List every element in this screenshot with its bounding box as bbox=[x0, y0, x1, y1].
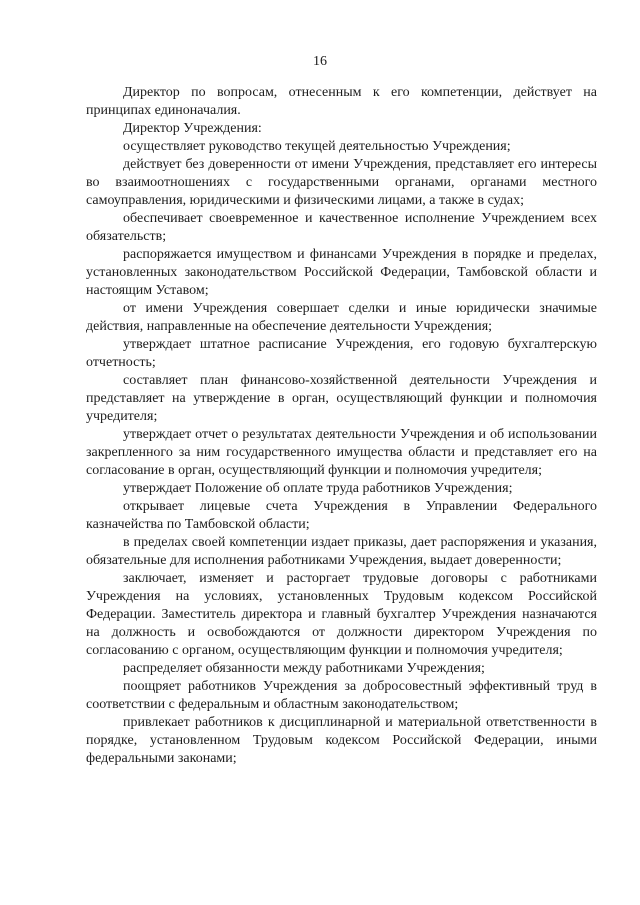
paragraph-activity-report: утверждает отчет о результатах деятельности Учреждения и об использовании закрепленного за ним государственного имущества области и представляет его на согласование в орган, осуществляющий функции и полномочия учредителя; bbox=[86, 427, 597, 478]
paragraph-director-authority: Директор по вопросам, отнесенным к его компетенции, действует на принципах единоначалия. bbox=[86, 85, 597, 118]
paragraph-current-management: осуществляет руководство текущей деятельностью Учреждения; bbox=[123, 139, 511, 154]
paragraph-liability: привлекает работников к дисциплинарной и материальной ответственности в порядке, установленном Трудовым кодексом Российской Федерации, иными федеральными законами; bbox=[86, 715, 597, 766]
paragraph-staff-schedule: утверждает штатное расписание Учреждения, его годовую бухгалтерскую отчетность; bbox=[86, 337, 597, 370]
paragraph-wage-regulation: утверждает Положение об оплате труда работников Учреждения; bbox=[123, 481, 513, 496]
paragraph-director-heading: Директор Учреждения: bbox=[123, 121, 262, 136]
page-number: 16 bbox=[313, 54, 327, 69]
paragraph-property-finance: распоряжается имуществом и финансами Учреждения в порядке и пределах, установленных законодательством Российской Федерации, Тамбовской области и настоящим Уставом; bbox=[86, 247, 597, 298]
paragraph-rewards: поощряет работников Учреждения за добросовестный эффективный труд в соответствии с федеральным и областным законодательством; bbox=[86, 679, 597, 712]
paragraph-orders: в пределах своей компетенции издает приказы, дает распоряжения и указания, обязательные для исполнения работниками Учреждения, выдает доверенности; bbox=[86, 535, 597, 568]
paragraph-labor-contracts: заключает, изменяет и расторгает трудовые договоры с работниками Учреждения на условиях, установленных Трудовым кодексом Российской Федерации. Заместитель директора и главный бухгалтер Учреждения назначаются на должность и освобождаются от должности директором Учреждения по согласованию с органом, осуществляющим функции и полномочия учредителя; bbox=[86, 571, 597, 658]
paragraph-representation: действует без доверенности от имени Учреждения, представляет его интересы во взаимоотношениях с государственными органами, органами местного самоуправления, юридическими и физическими лицами, а также в судах; bbox=[86, 157, 597, 208]
paragraph-obligations: обеспечивает своевременное и качественное исполнение Учреждением всех обязательств; bbox=[86, 211, 597, 244]
paragraph-financial-plan: составляет план финансово-хозяйственной деятельности Учреждения и представляет на утверждение в орган, осуществляющий функции и полномочия учредителя; bbox=[86, 373, 597, 424]
document-body bbox=[86, 84, 597, 768]
paragraph-transactions: от имени Учреждения совершает сделки и иные юридически значимые действия, направленные на обеспечение деятельности Учреждения; bbox=[86, 301, 597, 334]
paragraph-personal-accounts: открывает лицевые счета Учреждения в Управлении Федерального казначейства по Тамбовской области; bbox=[86, 499, 597, 532]
paragraph-duties: распределяет обязанности между работниками Учреждения; bbox=[123, 661, 485, 676]
